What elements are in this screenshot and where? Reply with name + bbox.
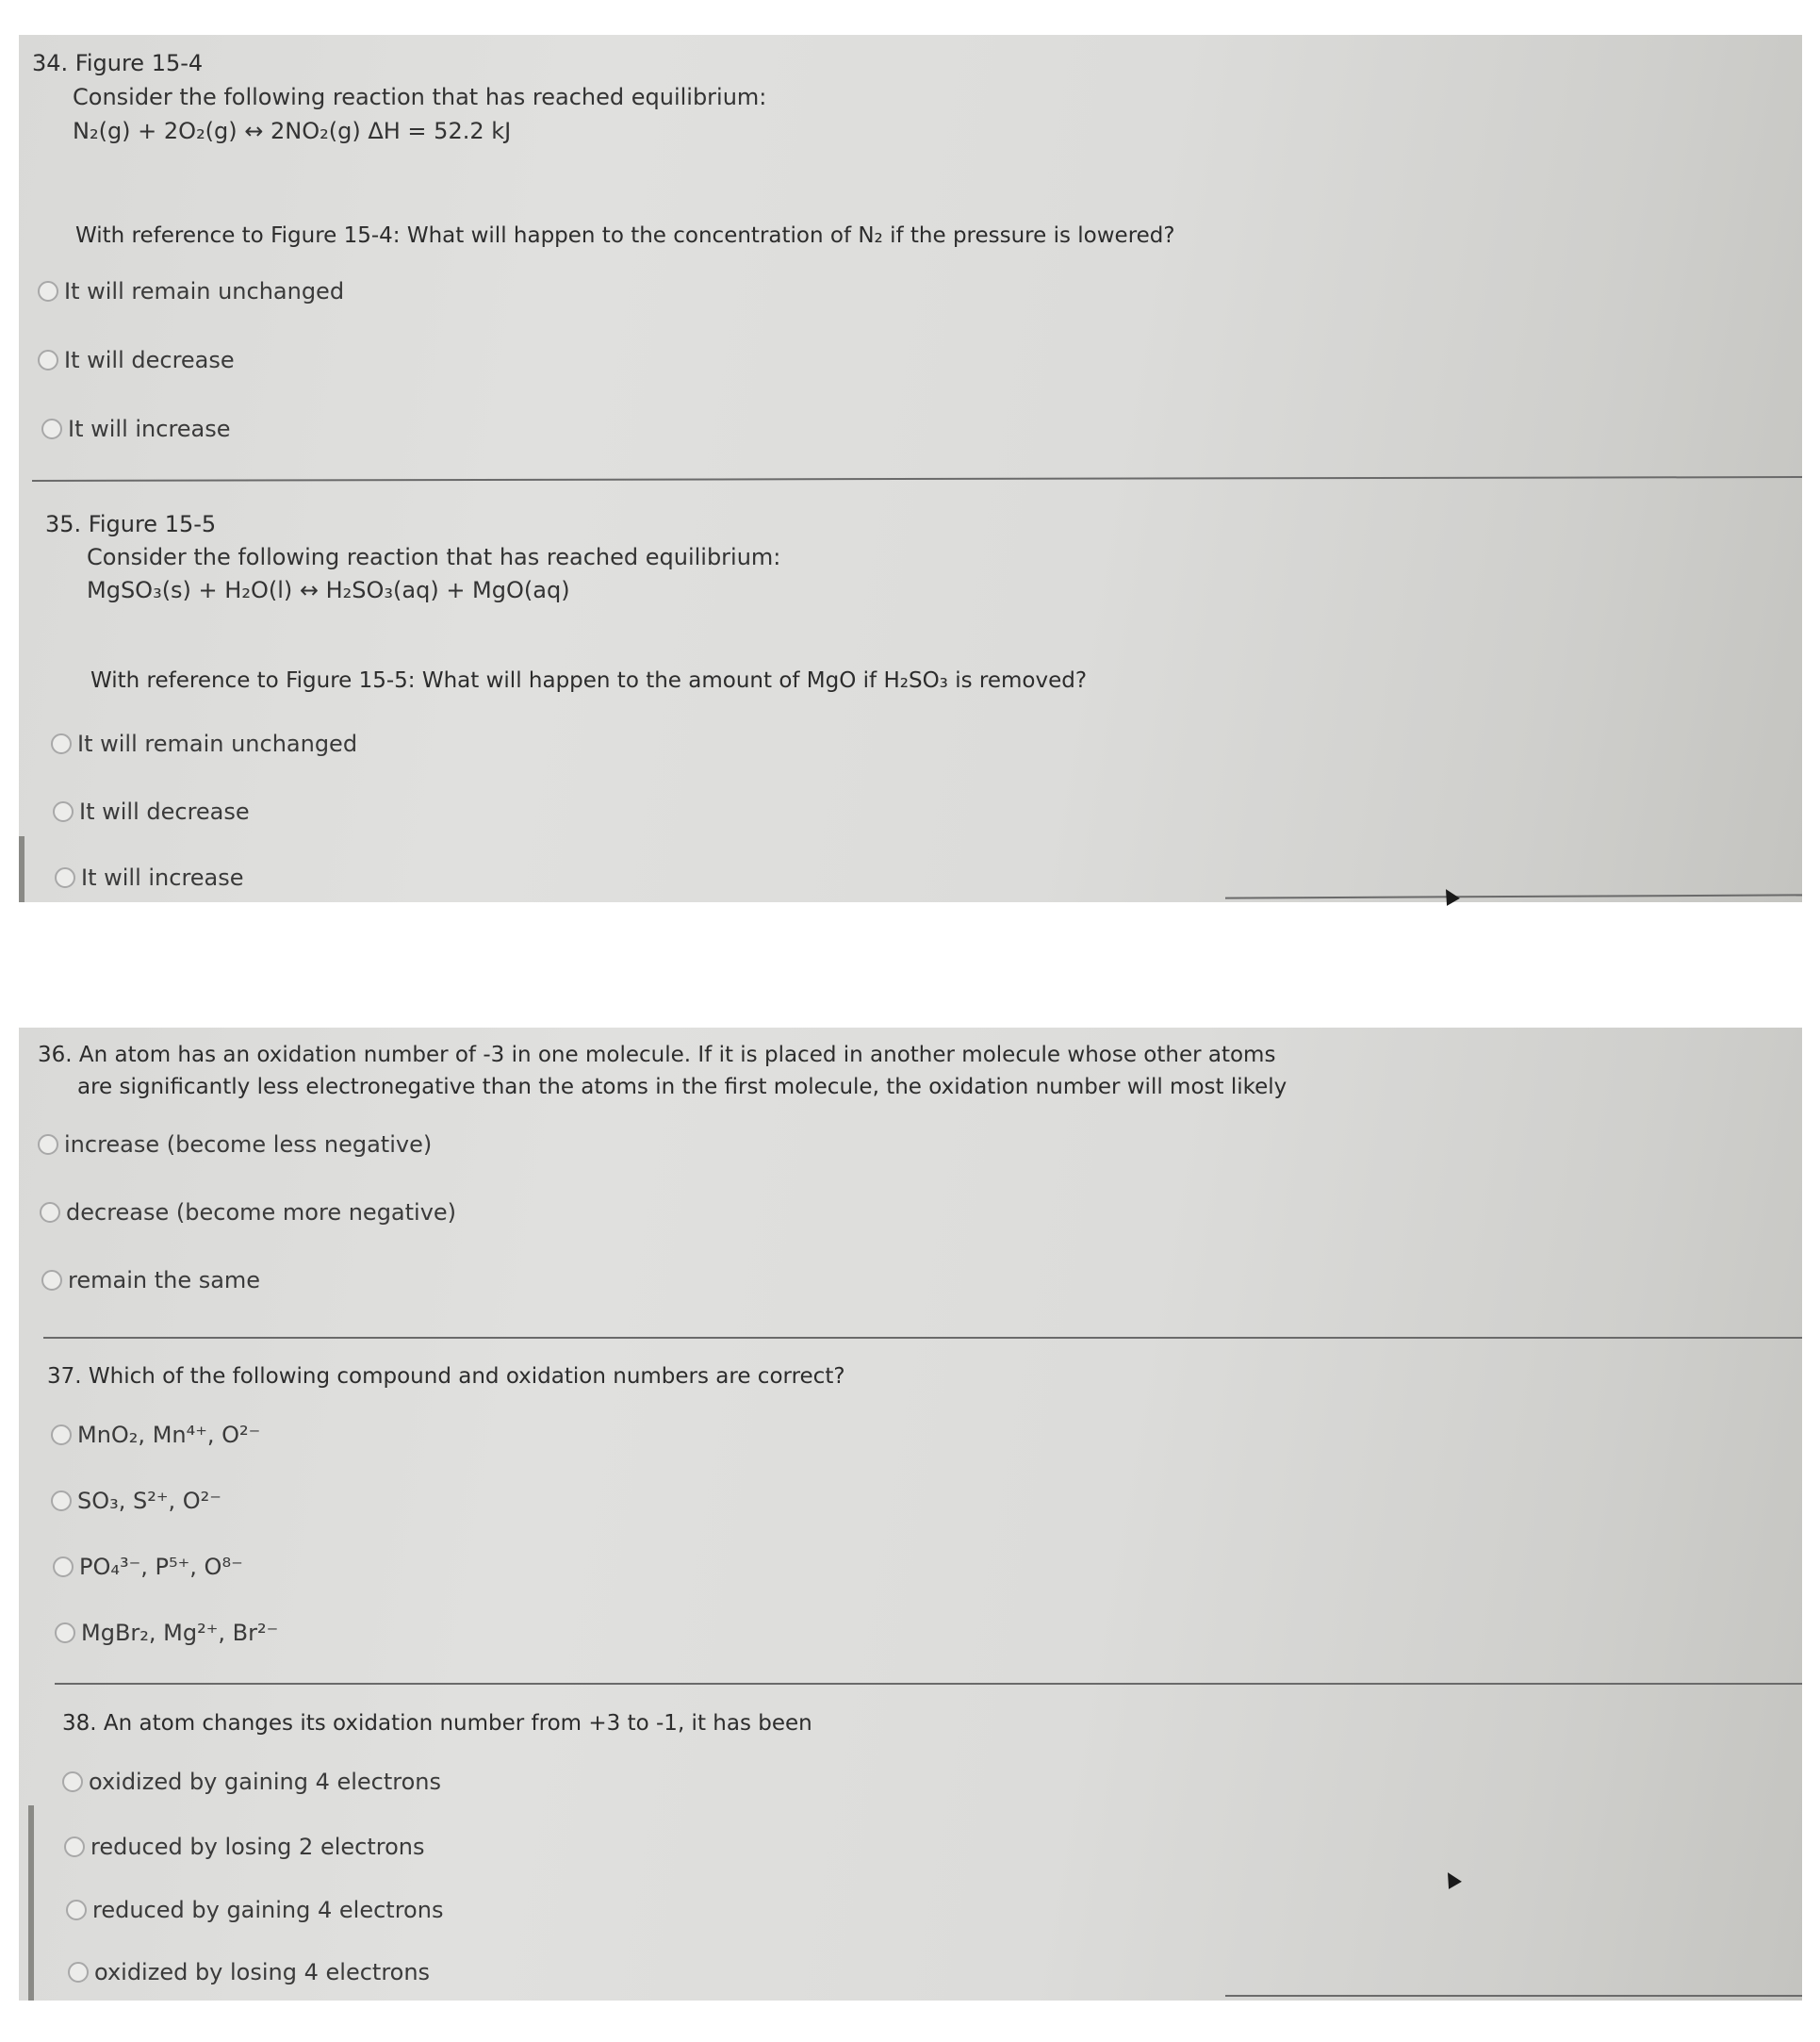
q37-question: 37. Which of the following compound and oxidation numbers are correct? [47,1364,845,1389]
q35-option-1[interactable] [51,731,357,757]
option-label: It will remain unchanged [64,278,345,305]
q34-option-3[interactable] [41,416,231,442]
option-label: It will decrease [79,799,250,825]
mouse-cursor-icon [1439,885,1460,906]
q36-option-1[interactable] [38,1131,432,1158]
radio-button[interactable] [51,1424,72,1445]
q35-equation: MgSO₃(s) + H₂O(l) ↔ H₂SO₃(aq) + MgO(aq) [87,577,570,603]
option-label: oxidized by losing 4 electrons [94,1959,431,1985]
q38-option-3[interactable] [66,1897,443,1923]
option-label: It will increase [68,416,231,442]
option-label: It will increase [81,865,244,891]
option-label: PO₄³⁻, P⁵⁺, O⁸⁻ [79,1554,243,1580]
radio-button[interactable] [64,1836,85,1857]
radio-button[interactable] [51,733,72,754]
question-divider [43,1337,1802,1339]
q38-option-1[interactable] [62,1769,441,1795]
radio-button[interactable] [38,1134,58,1155]
radio-button[interactable] [55,1622,75,1643]
radio-button[interactable] [55,867,75,888]
option-label: remain the same [68,1267,261,1293]
radio-button[interactable] [38,281,58,302]
option-label: It will decrease [64,347,235,373]
option-label: reduced by gaining 4 electrons [92,1897,444,1923]
option-label: reduced by losing 2 electrons [90,1834,425,1860]
q34-option-2[interactable] [38,347,235,373]
q38-option-2[interactable] [64,1834,424,1860]
q35-option-2[interactable] [53,799,250,825]
radio-button[interactable] [38,350,58,371]
option-label: SO₃, S²⁺, O²⁻ [77,1488,221,1514]
radio-button[interactable] [66,1900,87,1920]
q36-option-3[interactable] [41,1267,260,1293]
mouse-cursor-icon [1441,1869,1462,1889]
q35-header: 35. Figure 15-5 [45,511,217,537]
option-label: MnO₂, Mn⁴⁺, O²⁻ [77,1422,261,1448]
q34-option-1[interactable] [38,278,344,305]
q38-option-4[interactable] [68,1959,430,1985]
option-label: MgBr₂, Mg²⁺, Br²⁻ [81,1620,279,1646]
q37-option-3[interactable] [53,1554,243,1580]
radio-button[interactable] [41,1270,62,1291]
option-label: oxidized by gaining 4 electrons [89,1769,442,1795]
q35-option-3[interactable] [55,865,244,891]
q36-question-line-2: are significantly less electronegative than the atoms in the first molecule, the oxidation number will most likely [77,1075,1287,1099]
question-divider [32,476,1802,482]
radio-button[interactable] [53,1556,74,1577]
screenshot-photo-top [19,35,1802,902]
radio-button[interactable] [40,1202,60,1223]
q37-option-2[interactable] [51,1488,221,1514]
q36-question-line-1: 36. An atom has an oxidation number of -3 in one molecule. If it is placed in another molecule whose other atoms [38,1043,1276,1067]
question-divider [1225,1995,1802,1997]
q35-intro: Consider the following reaction that has reached equilibrium: [87,544,781,570]
q34-intro: Consider the following reaction that has reached equilibrium: [73,84,767,110]
radio-button[interactable] [68,1962,89,1983]
screenshot-photo-bottom [19,1028,1802,2001]
question-divider [55,1683,1802,1685]
radio-button[interactable] [51,1490,72,1511]
q34-question: With reference to Figure 15-4: What will happen to the concentration of N₂ if the pressure is lowered? [75,223,1175,248]
radio-button[interactable] [53,801,74,822]
q35-question: With reference to Figure 15-5: What will happen to the amount of MgO if H₂SO₃ is removed? [90,668,1088,693]
radio-button[interactable] [62,1771,83,1792]
q37-option-4[interactable] [55,1620,278,1646]
q36-option-2[interactable] [40,1199,456,1226]
q34-header: 34. Figure 15-4 [32,50,204,76]
q34-equation: N₂(g) + 2O₂(g) ↔ 2NO₂(g) ΔH = 52.2 kJ [73,118,512,144]
scroll-edge [19,836,25,902]
q38-question: 38. An atom changes its oxidation number from +3 to -1, it has been [62,1711,812,1736]
scroll-edge [28,1805,34,2001]
option-label: increase (become less negative) [64,1131,433,1158]
option-label: decrease (become more negative) [66,1199,457,1226]
question-divider [1225,894,1802,898]
q37-option-1[interactable] [51,1422,260,1448]
option-label: It will remain unchanged [77,731,358,757]
radio-button[interactable] [41,419,62,439]
